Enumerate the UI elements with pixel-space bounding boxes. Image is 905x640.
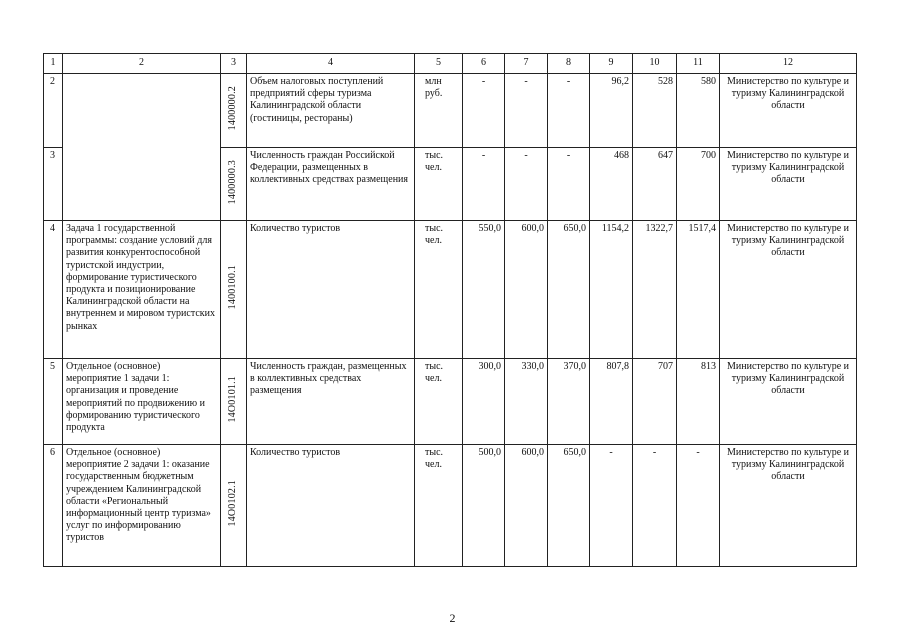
header-cell: 10 — [633, 54, 677, 74]
table-row — [44, 74, 857, 148]
responsible-cell: Министерство по культуре и туризму Калининградской области — [720, 221, 857, 359]
header-cell: 4 — [247, 54, 415, 74]
code-text: 1400000.3 — [227, 159, 239, 205]
value-cell: - — [548, 148, 590, 221]
value-cell: - — [505, 74, 548, 148]
header-cell: 3 — [221, 54, 247, 74]
header-row — [44, 54, 857, 74]
task-cell — [63, 74, 221, 221]
header-cell: 8 — [548, 54, 590, 74]
value-cell: - — [633, 445, 677, 567]
indicator-cell: Численность граждан, размещенных в коллективных средствах размещения — [247, 359, 415, 445]
header-cell: 1 — [44, 54, 63, 74]
value-cell: 707 — [633, 359, 677, 445]
value-cell: 500,0 — [463, 445, 505, 567]
indicator-cell: Объем налоговых поступлений предприятий сферы туризма Калининградской области (гостиницы, рестораны) — [247, 74, 415, 148]
value-cell: 700 — [677, 148, 720, 221]
value-cell: 600,0 — [505, 221, 548, 359]
value-cell: 1517,4 — [677, 221, 720, 359]
value-cell: - — [505, 148, 548, 221]
code-cell — [221, 359, 247, 445]
value-cell: 330,0 — [505, 359, 548, 445]
indicator-cell: Количество туристов — [247, 445, 415, 567]
header-cell: 2 — [63, 54, 221, 74]
value-cell: 647 — [633, 148, 677, 221]
responsible-cell: Министерство по культуре и туризму Калининградской области — [720, 445, 857, 567]
task-cell: Задача 1 государственной программы: создание условий для развития конкурентоспособной туристской индустрии, формирование туристического продукта и позиционирование Калининградской области на внутреннем и мировом туристских рынках — [63, 221, 221, 359]
unit-cell: тыс. чел. — [415, 359, 463, 445]
value-cell: 650,0 — [548, 221, 590, 359]
value-cell: 528 — [633, 74, 677, 148]
row-number: 6 — [44, 445, 63, 567]
header-cell: 12 — [720, 54, 857, 74]
code-text: 14О0102.1 — [227, 480, 239, 527]
responsible-cell: Министерство по культуре и туризму Калининградской области — [720, 359, 857, 445]
unit-cell: тыс. чел. — [415, 221, 463, 359]
row-number: 2 — [44, 74, 63, 148]
value-cell: 468 — [590, 148, 633, 221]
header-cell: 11 — [677, 54, 720, 74]
row-number: 3 — [44, 148, 63, 221]
value-cell: - — [548, 74, 590, 148]
responsible-cell: Министерство по культуре и туризму Калининградской области — [720, 148, 857, 221]
header-cell: 6 — [463, 54, 505, 74]
table-row — [44, 221, 857, 359]
value-cell: 550,0 — [463, 221, 505, 359]
unit-cell: млн руб. — [415, 74, 463, 148]
table-row — [44, 445, 857, 567]
value-cell: 96,2 — [590, 74, 633, 148]
code-cell — [221, 74, 247, 148]
table-row — [44, 359, 857, 445]
header-cell: 5 — [415, 54, 463, 74]
row-number: 5 — [44, 359, 63, 445]
value-cell: - — [590, 445, 633, 567]
code-text: 14О0101.1 — [227, 376, 239, 423]
code-cell — [221, 148, 247, 221]
indicator-cell: Количество туристов — [247, 221, 415, 359]
value-cell: 600,0 — [505, 445, 548, 567]
task-cell: Отдельное (основное) мероприятие 2 задачи 1: оказание государственным бюджетным учреждением Калининградской области «Региональный информационный центр туризма» услуг по информированию туристов — [63, 445, 221, 567]
responsible-cell: Министерство по культуре и туризму Калининградской области — [720, 74, 857, 148]
indicators-table — [43, 53, 857, 567]
header-cell: 9 — [590, 54, 633, 74]
value-cell: 580 — [677, 74, 720, 148]
task-cell: Отдельное (основное) мероприятие 1 задачи 1: организация и проведение мероприятий по продвижению и формированию туристического продукта — [63, 359, 221, 445]
value-cell: 650,0 — [548, 445, 590, 567]
unit-cell: тыс. чел. — [415, 445, 463, 567]
value-cell: 1154,2 — [590, 221, 633, 359]
code-cell — [221, 445, 247, 567]
value-cell: 370,0 — [548, 359, 590, 445]
code-text: 1400000.2 — [227, 86, 239, 131]
unit-cell: тыс. чел. — [415, 148, 463, 221]
value-cell: - — [463, 148, 505, 221]
row-number: 4 — [44, 221, 63, 359]
value-cell: 1322,7 — [633, 221, 677, 359]
page-number: 2 — [449, 611, 456, 625]
indicator-cell: Численность граждан Российской Федерации, размещенных в коллективных средствах размещения — [247, 148, 415, 221]
code-cell — [221, 221, 247, 359]
value-cell: 300,0 — [463, 359, 505, 445]
value-cell: - — [463, 74, 505, 148]
value-cell: 813 — [677, 359, 720, 445]
code-text: 1400100.1 — [227, 265, 239, 310]
header-cell: 7 — [505, 54, 548, 74]
value-cell: - — [677, 445, 720, 567]
value-cell: 807,8 — [590, 359, 633, 445]
